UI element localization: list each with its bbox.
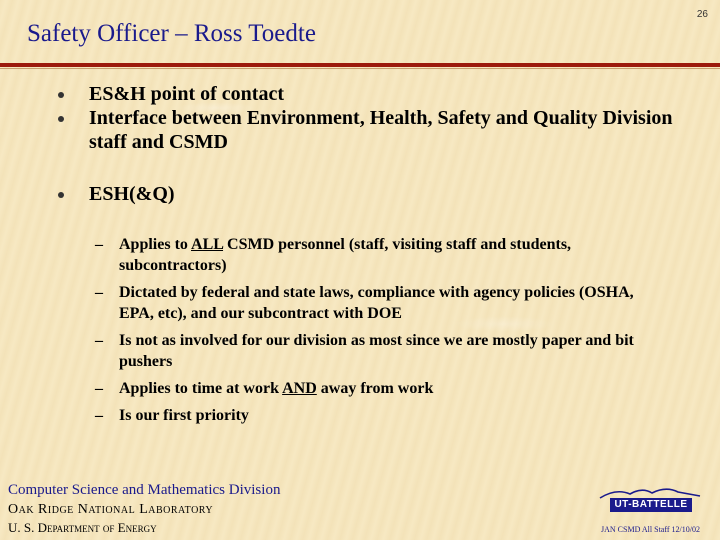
sub-bullet-item: – Applies to ALL CSMD personnel (staff, visiting staff and students, subcontractors) — [95, 236, 572, 274]
bullet-dot-icon — [58, 192, 64, 198]
sub-bullet-item: – Dictated by federal and state laws, compliance with agency policies (OSHA, EPA, etc), and our subcontract with DOE — [95, 284, 634, 322]
slide-title: Safety Officer – Ross Toedte — [27, 20, 316, 47]
bullet-item — [56, 106, 676, 154]
emphasis-text: AND — [282, 380, 317, 397]
bullet-dot-icon — [58, 92, 64, 98]
title-rule — [0, 63, 720, 67]
bullet-text: ESH(&Q) — [89, 183, 175, 205]
sub-bullet-item: – Is not as involved for our division as most since we are mostly paper and bit pushers — [95, 332, 634, 370]
bullet-item — [56, 82, 676, 106]
footer-lab: Oak Ridge National Laboratory — [8, 502, 214, 517]
footer-date: JAN CSMD All Staff 12/10/02 — [601, 525, 700, 534]
dash-icon: – — [95, 407, 103, 424]
footer-division: Computer Science and Mathematics Division — [8, 482, 281, 498]
dash-icon: – — [95, 332, 103, 349]
bullet-list — [56, 82, 676, 206]
dash-icon: – — [95, 284, 103, 301]
bullet-text: ES&H point of contact — [89, 83, 284, 105]
logo-text: UT-BATTELLE — [610, 498, 692, 512]
sub-bullet-list — [95, 234, 655, 432]
slide-number: 26 — [696, 9, 708, 20]
bullet-item — [56, 182, 676, 206]
dash-icon: – — [95, 236, 103, 253]
emphasis-text: ALL — [191, 236, 224, 253]
bullet-text: Interface between Environment, Health, Safety and Quality Division staff and CSMD — [89, 107, 673, 153]
sub-bullet-item: – Applies to time at work AND away from work — [95, 380, 434, 397]
sub-bullet-item: – Is our first priority — [95, 407, 249, 424]
dash-icon: – — [95, 380, 103, 397]
footer-doe: U. S. Department of Energy — [8, 520, 157, 535]
bullet-dot-icon — [58, 116, 64, 122]
